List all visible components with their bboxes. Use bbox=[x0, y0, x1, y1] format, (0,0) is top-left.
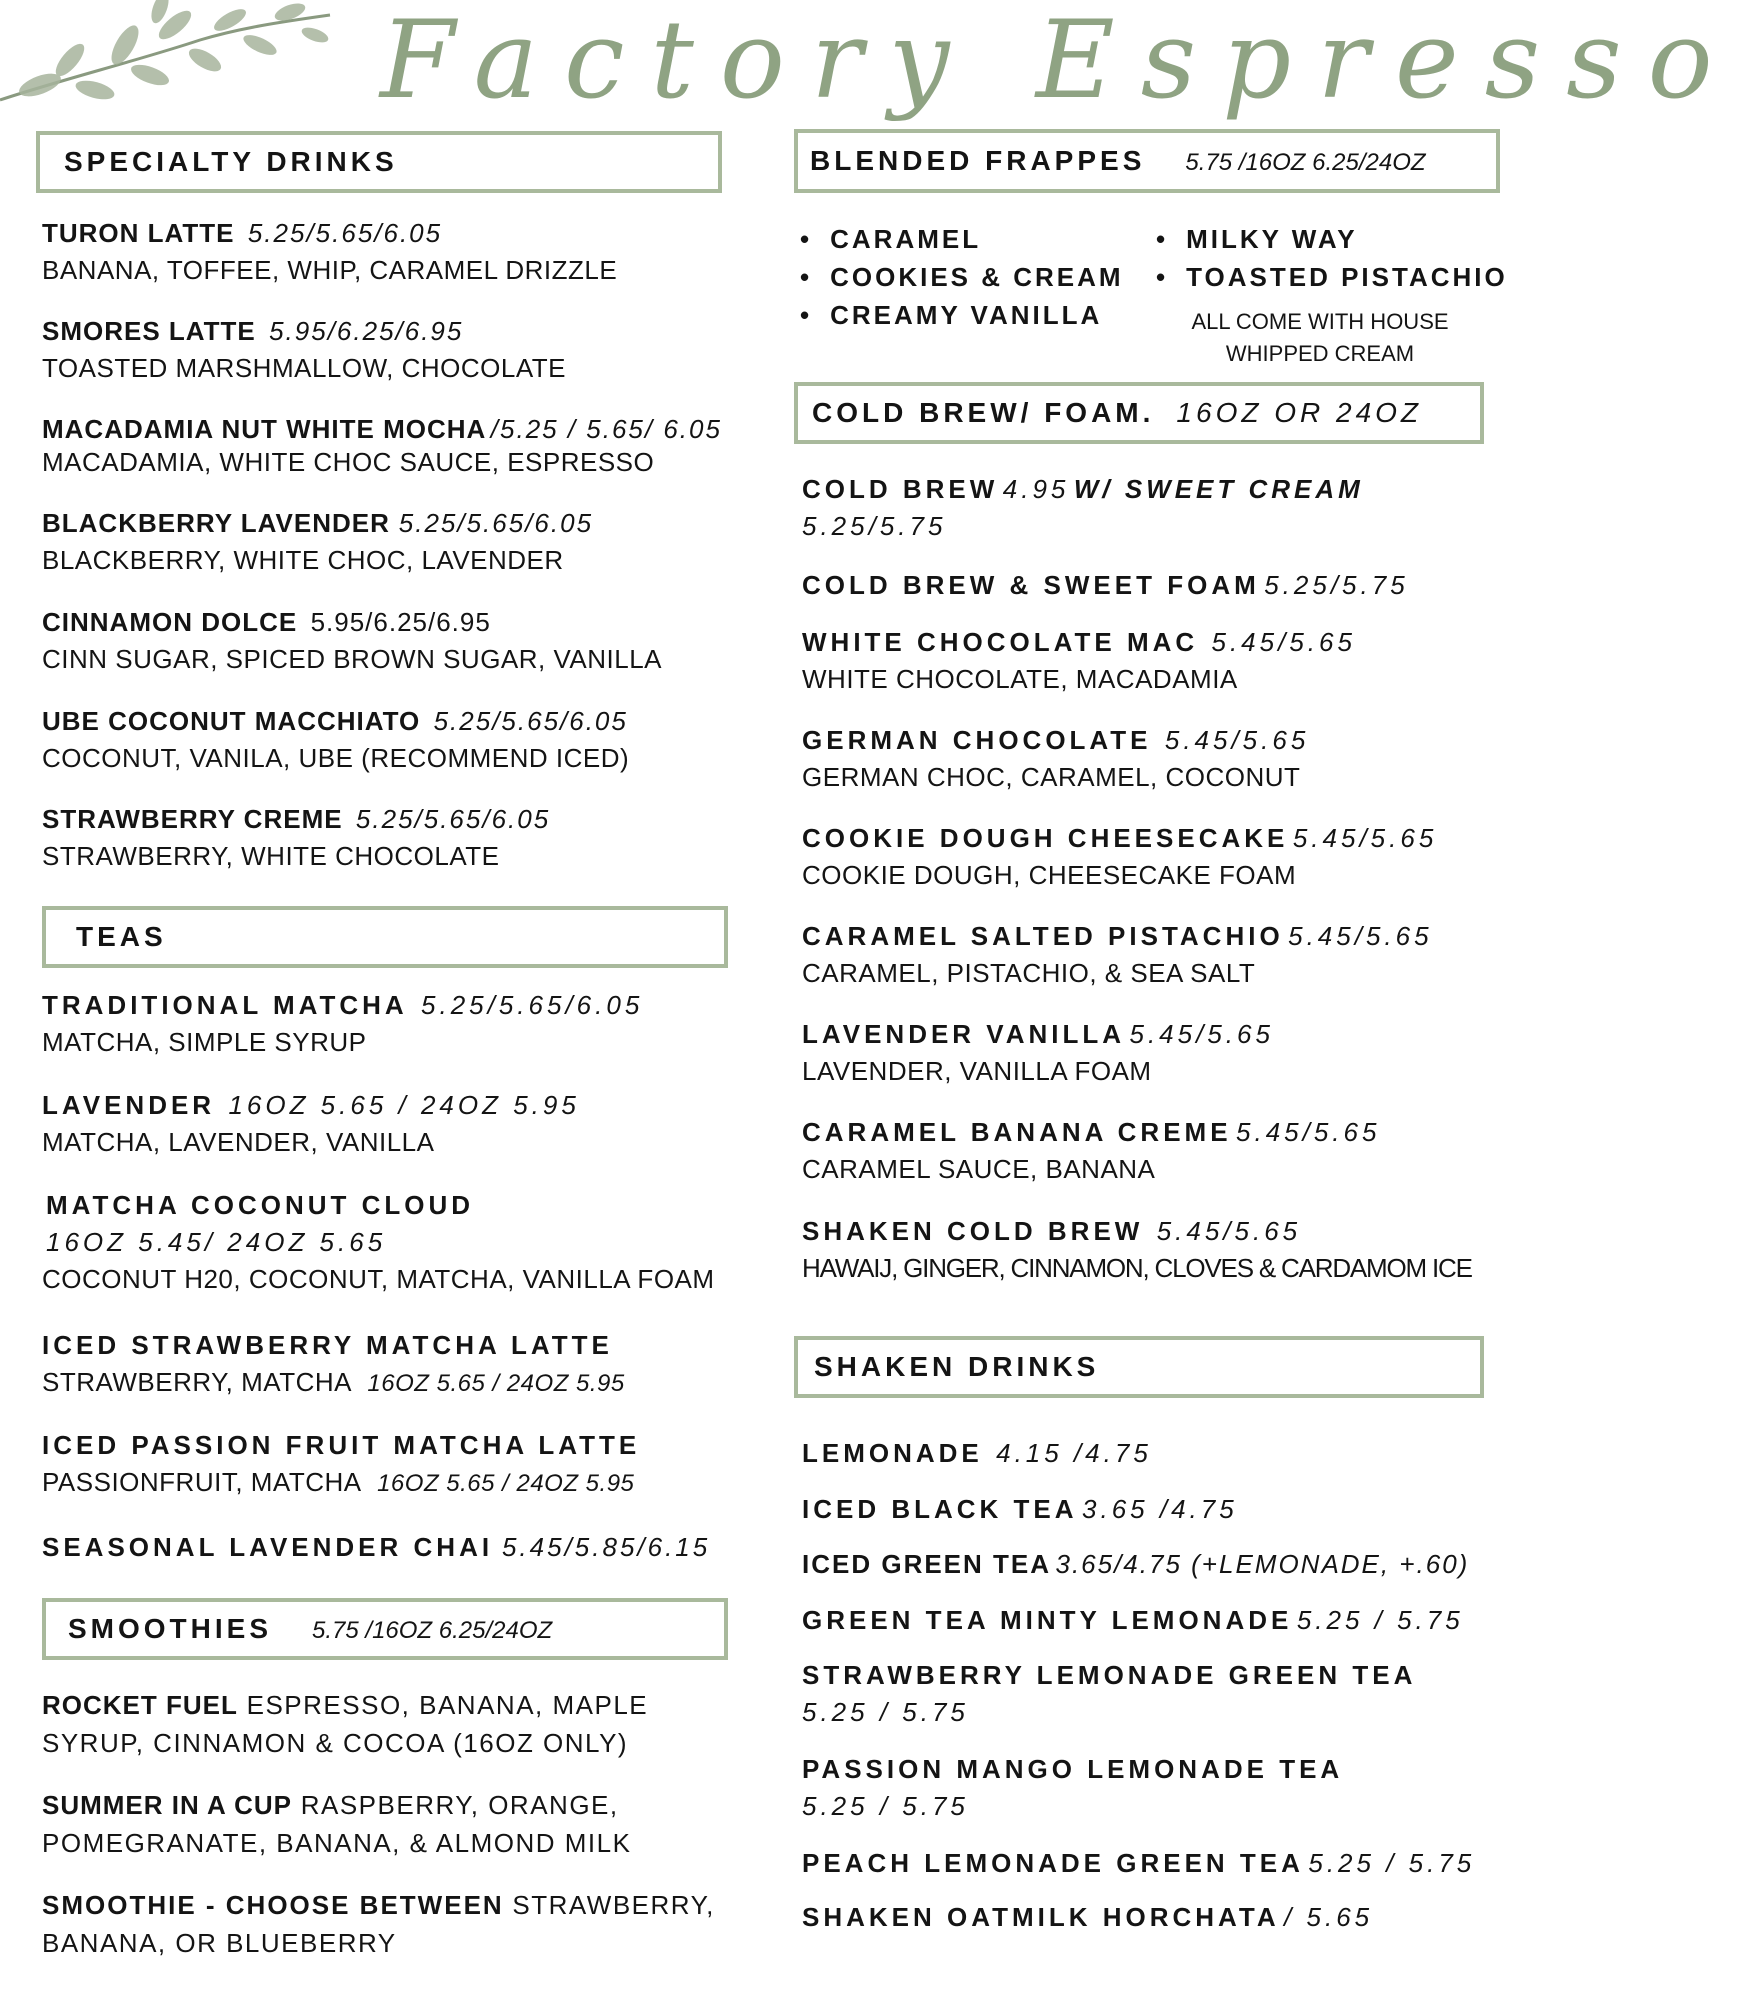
menu-item: TRADITIONAL MATCHA 5.25/5.65/6.05 MATCHA, SIMPLE SYRUP bbox=[42, 990, 644, 1057]
menu-item: ICED BLACK TEA 3.65 /4.75 bbox=[802, 1494, 1238, 1524]
menu-item: COOKIE DOUGH CHEESECAKE 5.45/5.65 COOKIE DOUGH, CHEESECAKE FOAM bbox=[802, 823, 1438, 890]
section-header-cold-brew bbox=[794, 382, 1484, 444]
menu-item: ICED STRAWBERRY MATCHA LATTE STRAWBERRY, MATCHA 16OZ 5.65 / 24OZ 5.95 bbox=[42, 1330, 625, 1397]
section-header-frappes bbox=[794, 129, 1500, 193]
menu-item: STRAWBERRY CREME 5.25/5.65/6.05 STRAWBERRY, WHITE CHOCOLATE bbox=[42, 804, 551, 871]
section-header-smoothies bbox=[42, 1598, 728, 1660]
menu-item: LEMONADE 4.15 /4.75 bbox=[802, 1438, 1152, 1468]
menu-item: CINNAMON DOLCE 5.95/6.25/6.95 CINN SUGAR, SPICED BROWN SUGAR, VANILLA bbox=[42, 607, 663, 674]
menu-item: PEACH LEMONADE GREEN TEA 5.25 / 5.75 bbox=[802, 1848, 1476, 1878]
menu-item: STRAWBERRY LEMONADE GREEN TEA 5.25 / 5.75 bbox=[802, 1660, 1417, 1727]
section-header-specialty bbox=[36, 131, 722, 193]
section-title: COLD BREW/ FOAM. 16OZ OR 24OZ bbox=[812, 397, 1423, 428]
frappe-note: ALL COME WITH HOUSE WHIPPED CREAM bbox=[1191, 309, 1449, 366]
menu-item: ICED PASSION FRUIT MATCHA LATTE PASSIONFRUIT, MATCHA 16OZ 5.65 / 24OZ 5.95 bbox=[42, 1430, 641, 1497]
menu-item: PASSION MANGO LEMONADE TEA 5.25 / 5.75 bbox=[802, 1754, 1344, 1821]
menu-item: SMORES LATTE 5.95/6.25/6.95 TOASTED MARSHMALLOW, CHOCOLATE bbox=[42, 316, 567, 383]
list-item: • CREAMY VANILLA bbox=[800, 300, 1102, 331]
menu-item: CARAMEL SALTED PISTACHIO 5.45/5.65 CARAMEL, PISTACHIO, & SEA SALT bbox=[802, 921, 1433, 988]
menu-item: SMOOTHIE - CHOOSE BETWEEN STRAWBERRY, BANANA, OR BLUEBERRY bbox=[42, 1890, 715, 1958]
menu-item: MATCHA COCONUT CLOUD 16OZ 5.45/ 24OZ 5.65 COCONUT H20, COCONUT, MATCHA, VANILLA FOAM bbox=[42, 1190, 715, 1294]
menu-item: LAVENDER VANILLA 5.45/5.65 LAVENDER, VANILLA FOAM bbox=[802, 1019, 1274, 1086]
section-title: TEAS bbox=[76, 921, 167, 952]
list-item: • CARAMEL bbox=[800, 224, 981, 255]
menu-item: SUMMER IN A CUP RASPBERRY, ORANGE, POMEGRANATE, BANANA, & ALMOND MILK bbox=[42, 1790, 632, 1858]
menu-item: WHITE CHOCOLATE MAC 5.45/5.65 WHITE CHOCOLATE, MACADAMIA bbox=[802, 627, 1356, 694]
menu-item: BLACKBERRY LAVENDER 5.25/5.65/6.05 BLACKBERRY, WHITE CHOC, LAVENDER bbox=[42, 508, 594, 575]
menu-item: COLD BREW & SWEET FOAM 5.25/5.75 bbox=[802, 570, 1409, 600]
list-item: • MILKY WAY bbox=[1156, 224, 1358, 255]
menu-item: LAVENDER 16OZ 5.65 / 24OZ 5.95 MATCHA, LAVENDER, VANILLA bbox=[42, 1090, 580, 1157]
menu-item: GREEN TEA MINTY LEMONADE 5.25 / 5.75 bbox=[802, 1605, 1464, 1635]
section-title: SHAKEN DRINKS bbox=[814, 1351, 1100, 1382]
list-item: • TOASTED PISTACHIO bbox=[1156, 262, 1508, 293]
menu-item: SEASONAL LAVENDER CHAI 5.45/5.85/6.15 bbox=[42, 1532, 711, 1562]
section-header-shaken bbox=[794, 1336, 1484, 1398]
section-title: SPECIALTY DRINKS bbox=[64, 146, 398, 177]
menu-item: COLD BREW 4.95 W/ SWEET CREAM 5.25/5.75 bbox=[802, 474, 1364, 541]
section-title: BLENDED FRAPPES 5.75 /16OZ 6.25/24OZ bbox=[810, 145, 1426, 176]
menu-item: ROCKET FUEL ESPRESSO, BANANA, MAPLE SYRUP, CINNAMON & COCOA (16OZ ONLY) bbox=[42, 1690, 649, 1758]
menu-item: GERMAN CHOCOLATE 5.45/5.65 GERMAN CHOC, CARAMEL, COCONUT bbox=[802, 725, 1310, 792]
menu-item: UBE COCONUT MACCHIATO 5.25/5.65/6.05 COCONUT, VANILA, UBE (RECOMMEND ICED) bbox=[42, 706, 630, 773]
leaf-branch-icon bbox=[0, 0, 340, 115]
menu-item: TURON LATTE 5.25/5.65/6.05 BANANA, TOFFEE, WHIP, CARAMEL DRIZZLE bbox=[42, 218, 618, 285]
menu-item: SHAKEN OATMILK HORCHATA / 5.65 bbox=[802, 1902, 1374, 1932]
page-title: Factory Espresso bbox=[380, 0, 1739, 123]
list-item: • COOKIES & CREAM bbox=[800, 262, 1124, 293]
menu-item: CARAMEL BANANA CREME 5.45/5.65 CARAMEL SAUCE, BANANA bbox=[802, 1117, 1381, 1184]
menu-item: SHAKEN COLD BREW 5.45/5.65 HAWAIJ, GINGER, CINNAMON, CLOVES & CARDAMOM ICE bbox=[802, 1216, 1472, 1283]
menu-item: MACADAMIA NUT WHITE MOCHA /5.25 / 5.65/ 6.05 MACADAMIA, WHITE CHOC SAUCE, ESPRESSO bbox=[42, 414, 722, 477]
section-title: SMOOTHIES 5.75 /16OZ 6.25/24OZ bbox=[68, 1613, 553, 1644]
section-header-teas bbox=[42, 906, 728, 968]
menu-item: ICED GREEN TEA 3.65/4.75 (+LEMONADE, +.60) bbox=[802, 1549, 1470, 1579]
